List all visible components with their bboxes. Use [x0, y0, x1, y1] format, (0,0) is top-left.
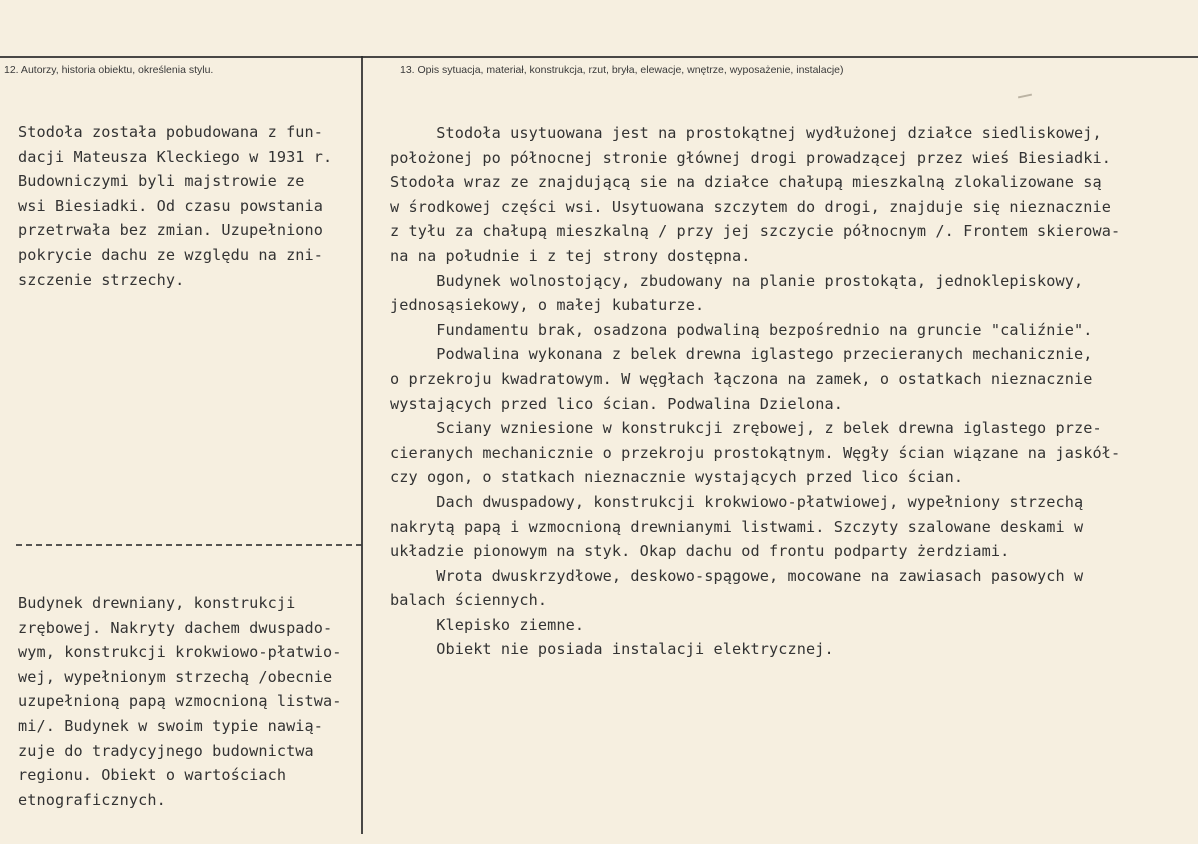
text-line: czy ogon, o statkach nieznacznie wystających przed lico ścian.	[390, 468, 964, 487]
section-12-heading: 12. Autorzy, historia obiektu, określenia stylu.	[4, 64, 214, 76]
description-text	[390, 121, 1180, 662]
text-line: Stodoła została pobudowana z fun-	[18, 123, 324, 141]
text-line: wsi Biesiadki. Od czasu powstania	[18, 196, 324, 215]
text-line: regionu. Obiekt o wartościach	[18, 766, 287, 785]
text-line: dacji Mateusza Kleckiego w 1931 r.	[18, 147, 333, 166]
section-13-heading: 13. Opis sytuacja, materiał, konstrukcja, rzut, bryła, elewacje, wnętrze, wyposażenie, instalacje)	[400, 64, 844, 76]
text-line: Klepisko ziemne.	[390, 615, 585, 634]
dashed-separator	[16, 544, 362, 546]
text-line: Budynek wolnostojący, zbudowany na planie prostokąta, jednoklepiskowy,	[390, 271, 1084, 290]
text-line: mi/. Budynek w swoim typie nawią-	[18, 716, 324, 735]
text-line: zrębowej. Nakryty dachem dwuspado-	[18, 618, 333, 637]
text-line: wym, konstrukcji krokwiowo-płatwio-	[18, 643, 342, 662]
text-line: wystających przed lico ścian. Podwalina Dzielona.	[390, 394, 843, 413]
text-line: położonej po północnej stronie głównej drogi prowadzącej przez wieś Biesiadki.	[390, 148, 1112, 167]
text-line: zuje do tradycyjnego budownictwa	[18, 741, 314, 760]
text-line: wej, wypełnionym strzechą /obecnie	[18, 667, 333, 686]
text-line: Stodoła usytuowana jest na prostokątnej wydłużonej działce siedliskowej,	[390, 124, 1102, 142]
text-line: pokrycie dachu ze względu na zni-	[18, 245, 324, 264]
paper-mark	[1018, 94, 1032, 99]
text-line: układzie pionowym na styk. Okap dachu od frontu podparty żerdziami.	[390, 542, 1010, 561]
text-line: przetrwała bez zmian. Uzupełniono	[18, 221, 324, 240]
text-line: uzupełnioną papą wzmocnioną listwa-	[18, 692, 342, 711]
text-line: nakrytą papą i wzmocnioną drewnianymi listwami. Szczyty szalowane deskami w	[390, 517, 1084, 536]
text-line: Obiekt nie posiada instalacji elektrycznej.	[390, 640, 834, 659]
text-line: w środkowej części wsi. Usytuowana szczytem do drogi, znajduje się nieznacznie	[390, 197, 1112, 216]
text-line: z tyłu za chałupą mieszkalną / przy jej szczycie północnym /. Frontem skierowa-	[390, 222, 1121, 241]
text-line: Wrota dwuskrzydłowe, deskowo-spągowe, mocowane na zawiasach pasowych w	[390, 566, 1084, 585]
text-line: Podwalina wykonana z belek drewna iglastego przecieranych mechanicznie,	[390, 345, 1093, 364]
top-rule	[0, 56, 1198, 58]
text-line: Dach dwuspadowy, konstrukcji krokwiowo-płatwiowej, wypełniony strzechą	[390, 492, 1084, 511]
text-line: Stodoła wraz ze znajdującą sie na działce chałupą mieszkalną zlokalizowane są	[390, 173, 1102, 192]
text-line: o przekroju kwadratowym. W węgłach łączona na zamek, o ostatkach nieznacznie	[390, 369, 1093, 388]
text-line: etnograficznych.	[18, 790, 166, 809]
text-line: na na południe i z tej strony dostępna.	[390, 246, 751, 265]
text-line: szczenie strzechy.	[18, 270, 185, 289]
text-line: Budynek drewniany, konstrukcji	[18, 594, 296, 612]
text-line: balach ściennych.	[390, 591, 548, 610]
text-line: cieranych mechanicznie o przekroju prostokątnym. Węgły ścian wiązane na jaskół-	[390, 443, 1121, 462]
text-line: Fundamentu brak, osadzona podwaliną bezpośrednio na gruncie "caliźnie".	[390, 320, 1093, 339]
style-summary-text	[18, 591, 362, 812]
text-line: jednosąsiekowy, o małej kubaturze.	[390, 296, 705, 315]
text-line: Sciany wzniesione w konstrukcji zrębowej, z belek drewna iglastego prze-	[390, 419, 1102, 438]
text-line: Budowniczymi byli majstrowie ze	[18, 172, 305, 191]
history-text	[18, 120, 362, 292]
